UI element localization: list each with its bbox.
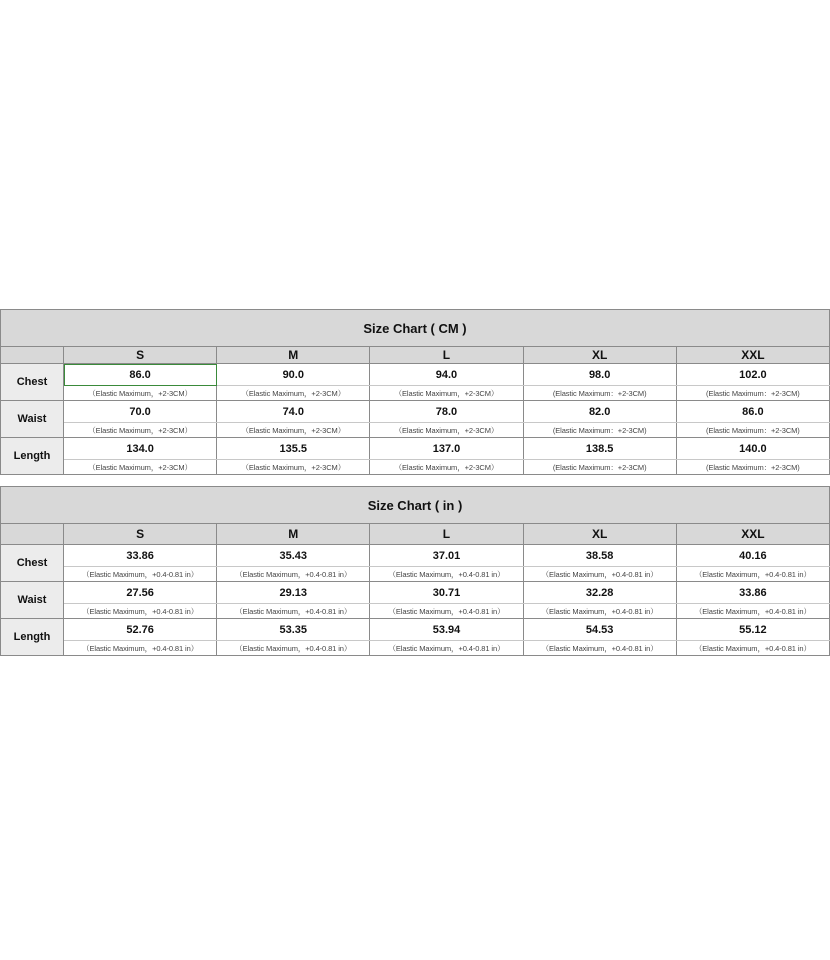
corner-cell <box>1 347 64 364</box>
size-header-s: S <box>64 524 217 545</box>
value-cell[interactable]: 90.0 <box>217 364 370 386</box>
note-cell: （Elastic Maximum，+0.4-0.81 in） <box>217 567 370 582</box>
value-cell[interactable]: 53.35 <box>217 619 370 641</box>
size-header-m: M <box>217 524 370 545</box>
note-cell: （Elastic Maximum，+0.4-0.81 in） <box>64 604 217 619</box>
value-cell[interactable]: 134.0 <box>64 438 217 460</box>
value-cell[interactable]: 32.28 <box>523 582 676 604</box>
size-header-xxl: XXL <box>676 347 829 364</box>
row-label-length: Length <box>1 438 64 475</box>
note-cell: (Elastic Maximum：+2-3CM) <box>676 423 829 438</box>
size-header-xl: XL <box>523 524 676 545</box>
value-cell[interactable]: 102.0 <box>676 364 829 386</box>
value-cell[interactable]: 55.12 <box>676 619 829 641</box>
note-cell: （Elastic Maximum，+0.4-0.81 in） <box>370 641 523 656</box>
value-cell[interactable]: 53.94 <box>370 619 523 641</box>
note-cell: （Elastic Maximum，+2-3CM） <box>370 386 523 401</box>
value-cell[interactable]: 33.86 <box>64 545 217 567</box>
value-cell[interactable]: 138.5 <box>523 438 676 460</box>
value-cell[interactable]: 78.0 <box>370 401 523 423</box>
value-cell[interactable]: 38.58 <box>523 545 676 567</box>
value-cell[interactable]: 86.0 <box>676 401 829 423</box>
size-header-l: L <box>370 347 523 364</box>
note-cell: （Elastic Maximum，+2-3CM） <box>370 460 523 475</box>
note-cell: （Elastic Maximum，+0.4-0.81 in） <box>676 567 829 582</box>
note-cell: (Elastic Maximum：+2-3CM) <box>523 460 676 475</box>
value-cell[interactable]: 40.16 <box>676 545 829 567</box>
value-cell[interactable]: 54.53 <box>523 619 676 641</box>
value-cell[interactable]: 30.71 <box>370 582 523 604</box>
note-cell: （Elastic Maximum，+2-3CM） <box>64 386 217 401</box>
note-cell: （Elastic Maximum，+2-3CM） <box>217 423 370 438</box>
row-label-length: Length <box>1 619 64 656</box>
size-header-s: S <box>64 347 217 364</box>
note-cell: （Elastic Maximum，+0.4-0.81 in） <box>370 567 523 582</box>
note-cell: （Elastic Maximum，+0.4-0.81 in） <box>217 604 370 619</box>
note-cell: （Elastic Maximum，+0.4-0.81 in） <box>64 641 217 656</box>
size-header-xl: XL <box>523 347 676 364</box>
table-title: Size Chart ( in ) <box>1 487 830 524</box>
note-cell: (Elastic Maximum：+2-3CM) <box>523 386 676 401</box>
table-title: Size Chart ( CM ) <box>1 310 830 347</box>
note-cell: （Elastic Maximum，+2-3CM） <box>370 423 523 438</box>
value-cell[interactable]: 70.0 <box>64 401 217 423</box>
size-header-l: L <box>370 524 523 545</box>
note-cell: （Elastic Maximum，+0.4-0.81 in） <box>370 604 523 619</box>
value-cell[interactable]: 140.0 <box>676 438 829 460</box>
note-cell: (Elastic Maximum：+2-3CM) <box>676 460 829 475</box>
note-cell: (Elastic Maximum：+2-3CM) <box>676 386 829 401</box>
size-header-m: M <box>217 347 370 364</box>
note-cell: （Elastic Maximum，+0.4-0.81 in） <box>676 641 829 656</box>
row-label-chest: Chest <box>1 364 64 401</box>
note-cell: （Elastic Maximum，+0.4-0.81 in） <box>676 604 829 619</box>
value-cell[interactable]: 35.43 <box>217 545 370 567</box>
note-cell: （Elastic Maximum，+0.4-0.81 in） <box>64 567 217 582</box>
corner-cell <box>1 524 64 545</box>
value-cell[interactable]: 33.86 <box>676 582 829 604</box>
note-cell: （Elastic Maximum，+2-3CM） <box>64 423 217 438</box>
value-cell[interactable]: 37.01 <box>370 545 523 567</box>
value-cell[interactable]: 52.76 <box>64 619 217 641</box>
value-cell[interactable]: 137.0 <box>370 438 523 460</box>
value-cell[interactable]: 86.0 <box>64 364 217 386</box>
note-cell: （Elastic Maximum，+2-3CM） <box>64 460 217 475</box>
size-chart-cm-table <box>0 309 830 475</box>
note-cell: (Elastic Maximum：+2-3CM) <box>523 423 676 438</box>
value-cell[interactable]: 74.0 <box>217 401 370 423</box>
note-cell: （Elastic Maximum，+0.4-0.81 in） <box>523 604 676 619</box>
row-label-waist: Waist <box>1 582 64 619</box>
row-label-chest: Chest <box>1 545 64 582</box>
value-cell[interactable]: 82.0 <box>523 401 676 423</box>
size-header-xxl: XXL <box>676 524 829 545</box>
note-cell: （Elastic Maximum，+0.4-0.81 in） <box>523 567 676 582</box>
note-cell: （Elastic Maximum，+2-3CM） <box>217 386 370 401</box>
note-cell: （Elastic Maximum，+0.4-0.81 in） <box>523 641 676 656</box>
value-cell[interactable]: 94.0 <box>370 364 523 386</box>
note-cell: （Elastic Maximum，+2-3CM） <box>217 460 370 475</box>
row-label-waist: Waist <box>1 401 64 438</box>
value-cell[interactable]: 27.56 <box>64 582 217 604</box>
size-chart-in-table <box>0 486 830 656</box>
value-cell[interactable]: 98.0 <box>523 364 676 386</box>
value-cell[interactable]: 29.13 <box>217 582 370 604</box>
note-cell: （Elastic Maximum，+0.4-0.81 in） <box>217 641 370 656</box>
value-cell[interactable]: 135.5 <box>217 438 370 460</box>
